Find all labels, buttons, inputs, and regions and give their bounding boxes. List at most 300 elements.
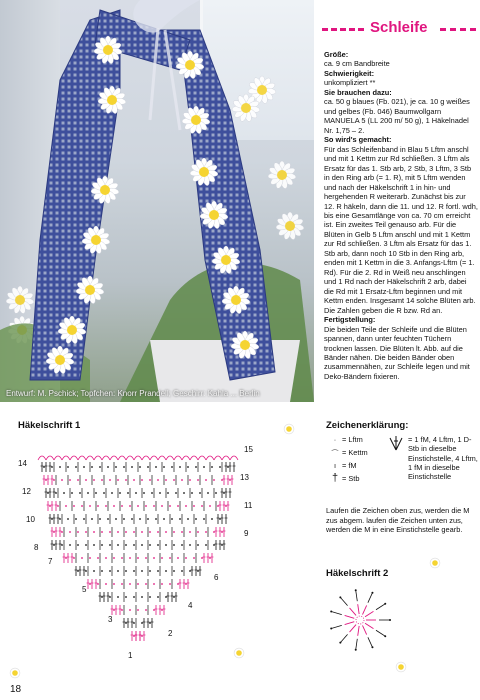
row-label: 5 — [82, 585, 87, 594]
size-label: Größe: — [324, 50, 349, 59]
chain-stitch — [149, 544, 151, 546]
chain-stitch — [109, 531, 111, 533]
chain-stitch — [165, 570, 167, 572]
daisy-deco-icon — [232, 646, 246, 660]
chain-stitch — [105, 557, 107, 559]
chain-stitch — [137, 609, 139, 611]
petal-stitch — [340, 634, 347, 642]
chain-stitch — [229, 479, 231, 481]
chain-stitch — [371, 592, 373, 594]
chain-stitch — [163, 518, 165, 520]
row-label: 2 — [168, 629, 173, 638]
chain-stitch — [125, 570, 127, 572]
chain-stitch — [179, 518, 181, 520]
petal-stitch — [356, 590, 358, 601]
chain-stitch — [129, 505, 131, 507]
chain-stitch — [339, 642, 341, 644]
chain-stitch — [207, 492, 209, 494]
chain-arc — [46, 456, 54, 460]
finishing-label: Fertigstellung: — [324, 315, 376, 325]
chain-stitch — [189, 531, 191, 533]
chain-stitch — [163, 466, 165, 468]
chain-stitch — [187, 466, 189, 468]
chain-stitch — [171, 466, 173, 468]
chain-stitch — [181, 544, 183, 546]
chain-stitch — [149, 479, 151, 481]
chain-stitch — [123, 466, 125, 468]
chain-stitch — [193, 505, 195, 507]
legend-note: Laufen die Zeichen oben zus, werden die M zus abgem. laufen die Zeichen unten zus, werden die M in eine Einstichstelle gearb. — [326, 506, 470, 535]
chain-stitch — [67, 518, 69, 520]
chain-arc — [222, 456, 230, 460]
chain-stitch — [181, 479, 183, 481]
chain-stitch — [169, 557, 171, 559]
legend — [326, 420, 476, 493]
chain-stitch — [79, 492, 81, 494]
method-text: Für das Schleifenband in Blau 5 Lftm anschl und mit 1 Kettm zur Rd schließen. 3 Lftm als Ersatz für das 1. Stb arb, 2 Stb, 3 Lftm, 3 Stb in den Ring arb (= 1. R), mit 5 Lftm wenden und nach der Häkelschrift 1 in hin- und hergehenden R weiterarb. Zunächst bis zur 12. R häkeln, dann die 11. und 12. R fortl. wdh, bis eine Gesamtlänge von ca. 70 cm erreicht ist. Ein zweites Teil genauso arb. Für die Blüten in Gelb 5 Lftm anschl und mit 1 Kettm zur Rd schließen. 3 Lftm als Ersatz für das 1. Stb arb, dann noch 10 Stb in den Ring arb, enden mit 1 Kettm in die 3. Anfangs-Lftm (= 1. Rd). Für die 2. Rd in Weiß neu anschlingen und 1 Rd nach der Häkelschrift 2 arb, dabei die Rd mit 1 Ersatz-Lftm beginnen und mit Kettm enden. Insgesamt 14 solche Blüten arb. Die Zahlen geben die R bzw. Rd an. — [324, 144, 478, 315]
chain-stitch — [141, 570, 143, 572]
chain-stitch — [165, 544, 167, 546]
chain-stitch — [117, 479, 119, 481]
chain-stitch — [149, 570, 151, 572]
chain-stitch — [217, 505, 219, 507]
chain-stitch — [135, 492, 137, 494]
chain-stitch — [213, 544, 215, 546]
chain-stitch — [73, 557, 75, 559]
chain-stitch — [89, 505, 91, 507]
double-crochet-stitch — [350, 625, 357, 633]
chain-stitch — [119, 492, 121, 494]
chain-stitch — [111, 492, 113, 494]
chain-stitch — [195, 466, 197, 468]
chain-arc — [158, 456, 166, 460]
chain-stitch — [195, 518, 197, 520]
chain-arc — [54, 456, 62, 460]
row-label: 7 — [48, 557, 53, 566]
chain-stitch — [107, 518, 109, 520]
chain-arc — [230, 456, 238, 460]
chain-stitch — [355, 649, 357, 651]
chain-stitch — [205, 544, 207, 546]
chain-stitch — [181, 531, 183, 533]
chain-stitch — [121, 557, 123, 559]
chain-stitch — [83, 466, 85, 468]
chain-stitch — [371, 646, 373, 648]
chain-stitch — [85, 544, 87, 546]
chain-stitch — [77, 531, 79, 533]
chain-stitch — [67, 466, 69, 468]
crochet-chart-1 — [8, 436, 268, 676]
petal-stitch — [376, 630, 385, 636]
page-number: 18 — [10, 684, 22, 695]
chain-stitch — [157, 531, 159, 533]
legend-symbol: † — [331, 472, 339, 484]
chain-stitch — [211, 518, 213, 520]
chain-stitch — [169, 505, 171, 507]
chain-stitch — [141, 635, 143, 637]
chain-stitch — [105, 505, 107, 507]
chain-stitch — [149, 531, 151, 533]
chain-arc — [142, 456, 150, 460]
chain-stitch — [339, 596, 341, 598]
chain-stitch — [63, 492, 65, 494]
chain-stitch — [129, 583, 131, 585]
chain-stitch — [97, 557, 99, 559]
chain-arc — [78, 456, 86, 460]
chain-stitch — [203, 518, 205, 520]
chain-stitch — [133, 531, 135, 533]
chain-stitch — [65, 557, 67, 559]
chain-arc — [182, 456, 190, 460]
chain-stitch — [189, 479, 191, 481]
chain-stitch — [157, 570, 159, 572]
chain-stitch — [95, 492, 97, 494]
chain-arc — [174, 456, 182, 460]
chain-stitch — [53, 544, 55, 546]
double-crochet-stitch — [362, 625, 366, 634]
chain-stitch — [51, 466, 53, 468]
chain-stitch — [133, 544, 135, 546]
chain-stitch — [101, 544, 103, 546]
chain-stitch — [133, 596, 135, 598]
chain-stitch — [139, 466, 141, 468]
daisy-deco-icon — [282, 422, 296, 436]
chain-stitch — [181, 570, 183, 572]
chain-stitch — [93, 544, 95, 546]
chain-stitch — [85, 570, 87, 572]
chain-stitch — [113, 505, 115, 507]
chart2-motif — [330, 589, 391, 650]
difficulty-text: unkompliziert ** — [324, 78, 376, 88]
photo-caption: Entwurf: M. Pschick; Topfchen: Knorr Prandell; Geschirr: Kahla ... Berlin — [6, 389, 260, 398]
chain-stitch — [115, 518, 117, 520]
chain-stitch — [177, 583, 179, 585]
header-dash-left — [322, 28, 364, 31]
legend-symbol: · — [333, 435, 337, 444]
chain-stitch — [173, 544, 175, 546]
chain-stitch — [43, 466, 45, 468]
size-text: ca. 9 cm Bandbreite — [324, 59, 390, 69]
petal-stitch — [376, 604, 385, 610]
chain-stitch — [97, 583, 99, 585]
chain-stitch — [133, 622, 135, 624]
chain-arc — [214, 456, 222, 460]
chain-stitch — [51, 518, 53, 520]
chain-stitch — [69, 531, 71, 533]
crochet-chart-2 — [320, 580, 420, 660]
chain-stitch — [153, 505, 155, 507]
double-crochet-stitch — [365, 611, 373, 616]
chain-stitch — [141, 596, 143, 598]
page-title: Schleife — [370, 19, 428, 36]
method-label: So wird's gemacht: — [324, 135, 392, 145]
chain-stitch — [147, 466, 149, 468]
double-crochet-stitch — [362, 605, 366, 614]
chain-stitch — [65, 505, 67, 507]
chain-stitch — [213, 479, 215, 481]
chain-stitch — [73, 505, 75, 507]
chain-stitch — [203, 466, 205, 468]
chain-stitch — [49, 505, 51, 507]
chain-stitch — [69, 544, 71, 546]
chain-stitch — [169, 583, 171, 585]
chain-stitch — [91, 518, 93, 520]
chain-stitch — [330, 627, 332, 629]
chain-stitch — [177, 505, 179, 507]
chain-stitch — [125, 479, 127, 481]
chain-arc — [110, 456, 118, 460]
chain-stitch — [147, 518, 149, 520]
pattern1-title: Häkelschrift 1 — [18, 420, 81, 431]
chain-stitch — [133, 479, 135, 481]
chain-stitch — [77, 479, 79, 481]
chain-stitch — [187, 518, 189, 520]
chain-stitch — [197, 544, 199, 546]
chain-arc — [134, 456, 142, 460]
row-label: 12 — [22, 487, 31, 496]
chain-stitch — [157, 596, 159, 598]
chain-arc — [166, 456, 174, 460]
chain-stitch — [117, 544, 119, 546]
legend-text: = Lftm — [342, 435, 363, 444]
chain-stitch — [45, 479, 47, 481]
chain-stitch — [173, 570, 175, 572]
chain-stitch — [161, 583, 163, 585]
double-crochet-stitch — [350, 608, 357, 616]
double-crochet-stitch — [365, 623, 373, 628]
row-label: 6 — [214, 573, 219, 582]
chart1-grid — [38, 456, 238, 641]
row-label: 1 — [128, 651, 133, 660]
chain-stitch — [153, 609, 155, 611]
chain-stitch — [75, 466, 77, 468]
chain-stitch — [183, 492, 185, 494]
chain-stitch — [171, 518, 173, 520]
chain-stitch — [161, 505, 163, 507]
legend-title: Zeichenerklärung: — [326, 420, 409, 431]
center-ring — [356, 616, 364, 624]
chain-stitch — [141, 622, 143, 624]
chain-stitch — [215, 492, 217, 494]
chain-stitch — [209, 557, 211, 559]
chain-stitch — [141, 531, 143, 533]
chain-stitch — [97, 505, 99, 507]
chain-stitch — [173, 531, 175, 533]
double-crochet-stitch — [358, 626, 359, 636]
chain-stitch — [209, 505, 211, 507]
chain-stitch — [384, 635, 386, 637]
chain-stitch — [193, 557, 195, 559]
chain-stitch — [161, 557, 163, 559]
chain-stitch — [91, 466, 93, 468]
petal-stitch — [368, 637, 373, 647]
chain-arc — [206, 456, 214, 460]
chain-stitch — [137, 505, 139, 507]
petal-stitch — [331, 625, 342, 628]
chain-stitch — [77, 570, 79, 572]
instructions-column — [316, 0, 480, 400]
chain-stitch — [201, 505, 203, 507]
chain-stitch — [125, 544, 127, 546]
row-label: 8 — [34, 543, 39, 552]
chain-stitch — [167, 492, 169, 494]
chain-stitch — [93, 531, 95, 533]
chain-stitch — [57, 505, 59, 507]
chain-stitch — [121, 505, 123, 507]
chain-stitch — [185, 583, 187, 585]
chain-stitch — [113, 609, 115, 611]
chain-stitch — [61, 479, 63, 481]
chain-stitch — [125, 596, 127, 598]
chain-stitch — [141, 544, 143, 546]
row-label: 13 — [240, 473, 249, 482]
row-label: 11 — [244, 501, 253, 510]
chain-stitch — [165, 531, 167, 533]
double-crochet-stitch — [345, 615, 355, 618]
chain-stitch — [47, 492, 49, 494]
chain-stitch — [101, 570, 103, 572]
chain-stitch — [109, 570, 111, 572]
chain-stitch — [101, 531, 103, 533]
chain-stitch — [117, 531, 119, 533]
chain-arc — [102, 456, 110, 460]
chain-stitch — [179, 466, 181, 468]
chain-stitch — [153, 557, 155, 559]
chain-stitch — [185, 557, 187, 559]
petal-stitch — [331, 612, 342, 615]
chain-stitch — [61, 544, 63, 546]
bow-photo — [0, 0, 314, 402]
chain-stitch — [121, 583, 123, 585]
chain-stitch — [117, 596, 119, 598]
chain-stitch — [59, 518, 61, 520]
chain-stitch — [101, 596, 103, 598]
chain-stitch — [99, 518, 101, 520]
chain-stitch — [125, 622, 127, 624]
chain-stitch — [129, 557, 131, 559]
chain-stitch — [125, 531, 127, 533]
chain-stitch — [173, 479, 175, 481]
double-crochet-stitch — [358, 604, 359, 614]
chain-stitch — [165, 596, 167, 598]
chain-stitch — [71, 492, 73, 494]
chain-stitch — [93, 570, 95, 572]
chain-arc — [94, 456, 102, 460]
chain-stitch — [205, 531, 207, 533]
chain-stitch — [89, 583, 91, 585]
chain-stitch — [99, 466, 101, 468]
row-label: 14 — [18, 459, 27, 468]
row-label: 10 — [26, 515, 35, 524]
chain-stitch — [69, 479, 71, 481]
chain-stitch — [107, 466, 109, 468]
chain-stitch — [55, 492, 57, 494]
chain-stitch — [213, 531, 215, 533]
legend-text: = Stb — [342, 474, 360, 483]
chain-stitch — [227, 466, 229, 468]
chain-stitch — [121, 609, 123, 611]
legend-symbol: ⌒ — [331, 449, 339, 458]
chain-stitch — [153, 583, 155, 585]
chain-stitch — [87, 492, 89, 494]
chain-stitch — [219, 518, 221, 520]
chain-stitch — [389, 619, 391, 621]
chain-stitch — [81, 505, 83, 507]
chain-arc — [62, 456, 70, 460]
chain-stitch — [199, 492, 201, 494]
chain-stitch — [61, 531, 63, 533]
chain-stitch — [189, 544, 191, 546]
chain-stitch — [173, 596, 175, 598]
materials-label: Sie brauchen dazu: — [324, 87, 392, 97]
bow-illustration — [0, 0, 314, 402]
chain-arc — [118, 456, 126, 460]
petal-stitch — [340, 597, 347, 605]
chain-stitch — [145, 557, 147, 559]
chain-stitch — [129, 609, 131, 611]
chain-stitch — [103, 492, 105, 494]
chain-stitch — [197, 531, 199, 533]
chain-arc — [86, 456, 94, 460]
chain-stitch — [177, 557, 179, 559]
section-header — [316, 18, 480, 46]
chain-arc — [126, 456, 134, 460]
chain-stitch — [197, 570, 199, 572]
row-label: 4 — [188, 601, 193, 610]
chain-stitch — [75, 518, 77, 520]
chain-stitch — [85, 531, 87, 533]
chain-stitch — [127, 492, 129, 494]
chain-stitch — [137, 583, 139, 585]
row-label: 3 — [108, 615, 113, 624]
header-dash-right — [440, 28, 476, 31]
chain-stitch — [355, 589, 357, 591]
row-label: 9 — [244, 529, 249, 538]
chain-stitch — [137, 557, 139, 559]
chain-stitch — [189, 570, 191, 572]
double-crochet-stitch — [345, 622, 355, 625]
materials-text: ca. 50 g blaues (Fb. 021), je ca. 10 g weißes und gelbes (Fb. 046) Baumwollgarn MANUELA 5 (LL 200 m/ 50 g), 1 Häkelnadel Nr. 1,75 – 2. — [324, 97, 470, 135]
chain-stitch — [161, 609, 163, 611]
chain-stitch — [211, 466, 213, 468]
finishing-text: Die beiden Teile der Schleife und die Blüten spannen, dann unter feuchten Tüchern trocknen lassen. Die Blüten lt. Abb. auf die Bänder nähen. Die beiden Bänder oben zusammennähen, zur Schleife legen und mit Deko-Bändern fixieren. — [324, 324, 470, 381]
chain-stitch — [221, 544, 223, 546]
chain-stitch — [185, 505, 187, 507]
chain-stitch — [175, 492, 177, 494]
daisy-deco-icon — [8, 666, 22, 680]
chain-stitch — [159, 492, 161, 494]
chain-stitch — [113, 557, 115, 559]
chain-stitch — [81, 557, 83, 559]
chain-stitch — [145, 609, 147, 611]
chain-stitch — [191, 492, 193, 494]
row-label: 15 — [244, 445, 253, 454]
chain-stitch — [133, 570, 135, 572]
combo-stitch-icon — [386, 435, 406, 451]
chain-stitch — [139, 518, 141, 520]
chain-stitch — [219, 466, 221, 468]
chain-arc — [190, 456, 198, 460]
chain-stitch — [85, 479, 87, 481]
daisy-deco-icon — [428, 556, 442, 570]
instructions-body — [316, 46, 480, 381]
daisy-deco-icon — [394, 660, 408, 674]
chain-stitch — [165, 479, 167, 481]
pattern2-title: Häkelschrift 2 — [326, 568, 389, 579]
chain-arc — [150, 456, 158, 460]
chain-arc — [70, 456, 78, 460]
chain-stitch — [109, 479, 111, 481]
